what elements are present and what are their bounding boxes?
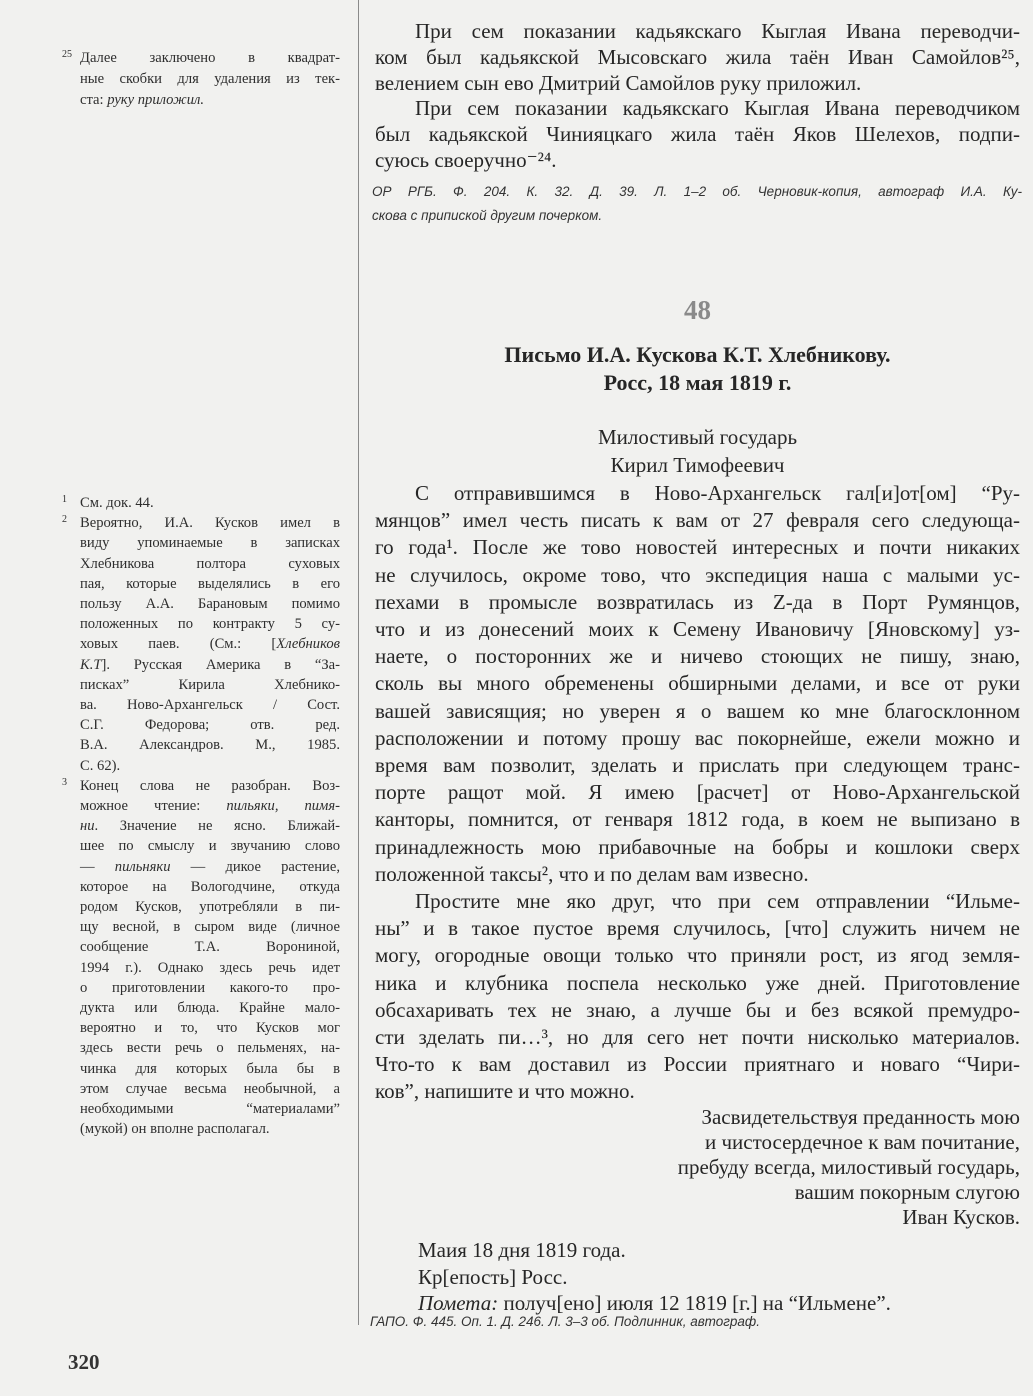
text-line: С. 62).	[80, 757, 121, 774]
closing-signature	[375, 1105, 1020, 1230]
text-line	[80, 634, 340, 654]
text-line: сколь вы много обременены обширными делами, и все от руки	[375, 671, 1020, 696]
footnote-1	[62, 493, 340, 513]
footnote-number: 2	[62, 514, 67, 526]
text-line: сти зделать пи…³, но для сего нет почти нисколько материалов.	[375, 1025, 1020, 1050]
text-line: ОР РГБ. Ф. 204. К. 32. Д. 39. Л. 1–2 об. Черновик-копия, автограф И.А. Ку-	[372, 184, 1022, 199]
text-line: го года¹. После же тово новостей интересных и почти никаких	[375, 535, 1020, 560]
text-line: См. док. 44.	[80, 495, 154, 511]
text-line: скова с припиской другим почерком.	[372, 208, 603, 223]
text-line: чинка для которых была бы в	[80, 1060, 340, 1077]
dateline	[418, 1237, 1018, 1290]
source-text: ГАПО. Ф. 445. Оп. 1. Д. 246. Л. 3–3 об. Подлинник, автограф.	[370, 1314, 760, 1329]
text-line: Конец слова не разобран. Воз-	[80, 777, 340, 794]
text-line: могу, огородные овощи только что приняли рост, из ягод земля-	[375, 943, 1020, 968]
footnote-number: 3	[62, 776, 67, 788]
text-line: Милостивый государь	[597, 425, 798, 449]
text-line	[80, 796, 340, 816]
text-line: ва. Ново-Архангельск / Сост.	[80, 697, 340, 714]
greeting	[375, 423, 1020, 479]
text-line: вашим покорным слугою	[794, 1180, 1020, 1204]
text-line: С.Г. Федорова; отв. ред.	[80, 717, 340, 734]
text-line: При сем показании кадьякскаго Кыглая Ивана переводчиком	[415, 96, 1020, 120]
text-line	[80, 655, 340, 675]
text-run: —	[80, 858, 115, 875]
text-line: виду упоминаемые в записках	[80, 535, 340, 552]
text-line: мянцов” имел честь писать к вам от 27 февраля сего следующа-	[375, 508, 1020, 533]
text-line: Иван Кусков.	[902, 1205, 1020, 1229]
text-line: дукта или блюда. Крайне мало-	[80, 1000, 340, 1017]
text-line: порте ращот мой. Я имею [расчет] от Ново-Архангельской	[375, 780, 1020, 805]
text-line: Маия 18 дня 1819 года.	[418, 1238, 626, 1262]
text-line	[80, 816, 340, 836]
italic-text-run: К.Т	[80, 656, 102, 673]
text-line: Что-то к вам доставил из России приятнаго и новаго “Чири-	[375, 1052, 1020, 1077]
footnote-text	[80, 776, 340, 1140]
text-line: расположении и потому прошу вас покорнейше, ежели можно и	[375, 725, 1020, 750]
text-line: 1994 г.). Однако здесь речь идет	[80, 959, 340, 976]
text-line: обсахаривать тех не знаю, а лучше бы и без всякой премудро-	[375, 997, 1020, 1022]
text-run: получ[ено] июля 12 1819 [г.] на “Ильмене”.	[498, 1291, 891, 1315]
text-line: положенной таксы², что и по делам вам извесно.	[375, 861, 809, 886]
page-number: 320	[68, 1350, 100, 1374]
text-line: пехами в промысле возвратилась из Z-да в Порт Румянцов,	[375, 589, 1020, 614]
document-title	[375, 341, 1020, 397]
text-line: был кадьякской Чинияцкаго жила таён Яков Шелехов, подпи-	[375, 121, 1020, 146]
text-line: Вероятно, И.А. Кусков имел в	[80, 515, 340, 532]
top-paragraph-1	[375, 19, 1020, 96]
archive-source-citation	[370, 1312, 1020, 1332]
footnotes	[62, 493, 340, 1140]
text-line: наете, о посторонних же и ничево стоющих не пишу, знаю,	[375, 644, 1020, 669]
text-line: С отправившимся в Ново-Архангельск гал[и]от[ом] “Ру-	[415, 481, 1020, 505]
text-line: щу весной, в сыром виде (личное	[80, 919, 340, 936]
footnote-number: 25	[62, 49, 72, 60]
text-line: необходимыми “материалами”	[80, 1101, 340, 1118]
italic-text-run: пильяки, пимя-	[226, 798, 340, 815]
text-run: ]. Русская Америка в “За-	[101, 656, 340, 673]
text-run: — дикое растение,	[170, 858, 340, 875]
text-line: сообщение Т.А. Ворониной,	[80, 939, 340, 956]
text-line: Засвидетельствуя преданность мою	[701, 1105, 1020, 1129]
footnote-text	[80, 513, 340, 776]
text-line: здесь вести речь о пельменях, на-	[80, 1040, 340, 1057]
footnote-text	[80, 48, 340, 111]
letter-paragraph-1	[375, 480, 1020, 888]
footnote-number: 1	[62, 494, 67, 505]
text-line: Далее заключено в квадрат-	[80, 50, 340, 66]
column-divider	[358, 0, 359, 1325]
text-line: вашей зависящия; но уверен я о вашем ко мне благосклонном	[375, 698, 1020, 723]
italic-text-run: Помета:	[418, 1291, 499, 1315]
text-line	[80, 857, 340, 877]
text-line: пользу А.А. Барановым помимо	[80, 596, 340, 613]
italic-text-run: Хлебников	[276, 636, 340, 653]
text-line: ков”, напишите и что можно.	[375, 1079, 635, 1104]
italic-text-run: пильняки	[114, 858, 171, 875]
text-line: о приготовлении какого-то про-	[80, 979, 340, 996]
footnote-2	[62, 513, 340, 776]
footnote-3	[62, 776, 340, 1140]
text-line: ника и клубника поспела несколько уже дней. Приготовление	[375, 970, 1020, 995]
footnote-text	[80, 493, 340, 513]
letter-paragraph-2	[375, 888, 1020, 1106]
text-line: Простите мне яко друг, что при сем отправлении “Ильме-	[415, 889, 1020, 913]
text-line: писках” Кирила Хлебнико-	[80, 676, 340, 693]
text-line: не случилось, окроме тово, что экспедиция наша с малыми ус-	[375, 562, 1020, 587]
text-line: принадлежность мою прибавочные на бобры и кошлоки сверх	[375, 834, 1020, 859]
text-run: можное чтение:	[80, 798, 227, 815]
text-line: этом случае весьма необычной, а	[80, 1080, 340, 1097]
text-line: вероятно и то, что Кусков мог	[80, 1020, 340, 1037]
text-line: время вам позволит, зделать и прислать при следующем транс-	[375, 753, 1020, 778]
text-run: ста:	[80, 92, 108, 108]
text-line: суюсь своеручно⁻²⁴.	[375, 147, 557, 172]
text-line: В.А. Александров. М., 1985.	[80, 737, 340, 754]
text-line: ны” и в такое пустое время случилось, [что] служить ничем не	[375, 916, 1020, 941]
text-line: которое на Вологодчине, откуда	[80, 878, 340, 895]
text-line: что и из донесений моих к Семену Ивановичу [Яновскому] уз-	[375, 617, 1020, 642]
top-source-citation	[372, 180, 1022, 228]
text-line	[80, 90, 340, 111]
text-line: Кр[епость] Росс.	[418, 1264, 568, 1289]
text-line: Кирил Тимофеевич	[610, 453, 785, 477]
text-line: родом Кусков, употребляли в пи-	[80, 899, 340, 916]
text-line: ком был кадьякской Мысовскаго жила таён Иван Самойлов²⁵,	[375, 44, 1020, 69]
document-number: 48	[684, 295, 711, 325]
footnote-25	[62, 48, 340, 111]
text-line: пая, которые выделялись в его	[80, 575, 340, 592]
italic-text-run: ни	[80, 818, 95, 835]
italic-text-run: руку приложил.	[107, 92, 205, 108]
text-line: положенных по контракту 5 су-	[80, 616, 340, 633]
text-line: Письмо И.А. Кускова К.Т. Хлебникову.	[504, 342, 891, 367]
text-line: Росс, 18 мая 1819 г.	[603, 370, 792, 395]
text-line: ные скобки для удаления из тек-	[80, 71, 340, 87]
text-line: велением сын ево Дмитрий Самойлов руку приложил.	[375, 70, 862, 95]
text-line: пребуду всегда, милостивый государь,	[677, 1155, 1020, 1179]
text-line: канторы, помнится, от генваря 1812 года, в коем не выпизано в	[375, 807, 1020, 832]
text-line: При сем показании кадьякскаго Кыглая Ивана переводчи-	[415, 19, 1020, 43]
text-run: ховых паев. (См.: [	[80, 636, 277, 653]
text-line: Хлебникова полтора суховых	[80, 555, 340, 572]
text-line: и чистосердечное к вам почитание,	[704, 1130, 1020, 1154]
top-paragraph-2	[375, 96, 1020, 173]
text-run: . Значение не ясно. Ближай-	[94, 818, 340, 835]
text-line: (мукой) он вполне располагал.	[80, 1121, 270, 1138]
text-line: шее по смыслу и звучанию слово	[80, 838, 340, 855]
